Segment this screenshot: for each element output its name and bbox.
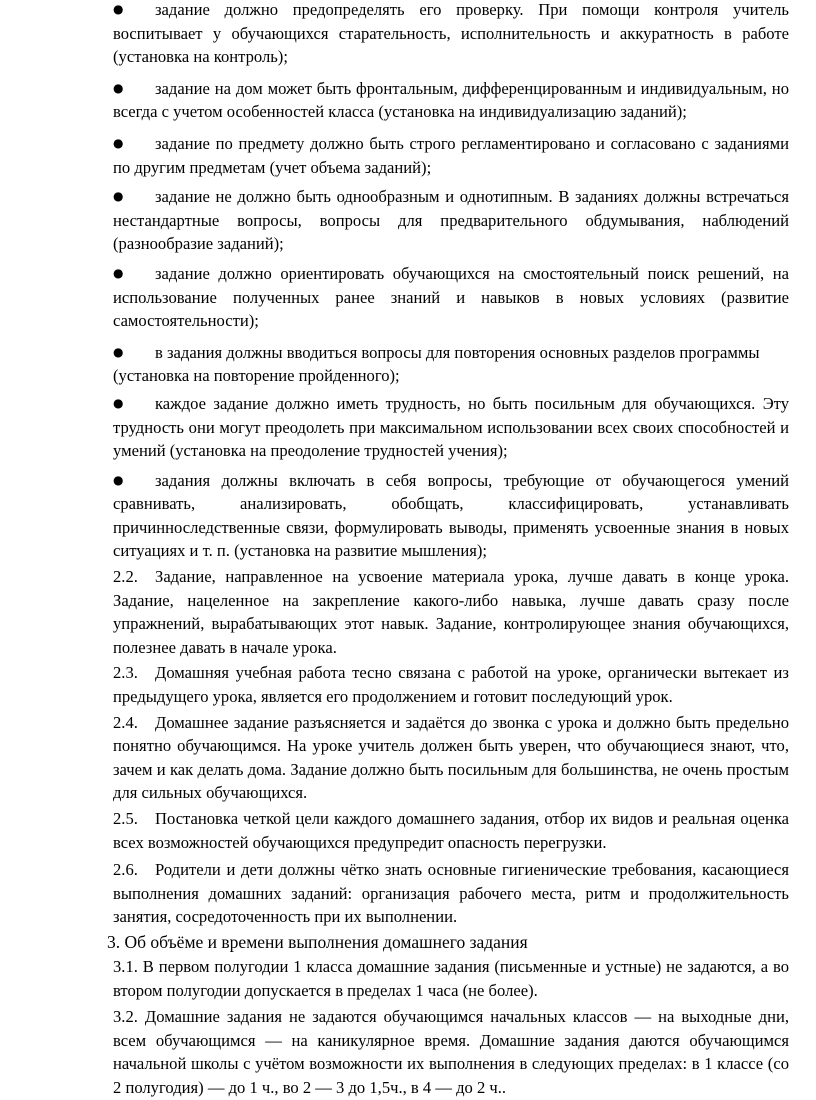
bullet-dot-icon: ● [113,189,124,204]
numbered-item-2-6: 2.6. Родители и дети должны чётко знать основные гигиенические требования, касающиеся выполнения домашних заданий: организация рабочего места, ритм и продолжительность занятия, сосредоточенность при их выполнении. [113,860,789,927]
bullet-item-7: ● каждое задание должно иметь трудность, но быть посильным для обучающихся. Эту трудность они могут преодолеть при максимальном использовании всех своих способностей и умений (установка на преодоление трудностей учения); [113,393,789,461]
bullet-dot-icon: ● [113,80,124,95]
numbered-item-2-2: 2.2. Задание, направленное на усвоение материала урока, лучше давать в конце урока. Задание, нацеленное на закрепление какого-либо навыка, лучше давать сразу после упражнений, вырабатывающих этот навык. Задание, контролирующее знания обучающихся, полезнее давать в начале урока. [113,567,789,657]
document-page [107,0,789,1100]
item-number: 2.3. [113,663,138,683]
section-item-3-2: 3.2. Домашние задания не задаются обучающимся начальных классов — на выходные дни, всем обучающимся — на каникулярное время. Домашние задания даются обучающимся начальной школы с учётом возможности их выполнения в следующих пределах: в 1 классе (со 2 полугодия) — до 1 ч., во 2 — 3 до 1,5ч., в 4 — до 2 ч.. [113,1007,789,1097]
numbered-item-2-5: 2.5. Постановка четкой цели каждого домашнего задания, отбор их видов и реальная оценка всех возможностей обучающихся предупредит опасность перегрузки. [113,809,789,852]
item-number: 2.6. [113,860,138,880]
bullet-item-8: ● задания должны включать в себя вопросы, требующие от обучающегося умений сравнивать, анализировать, обобщать, классифицировать, устанавливать причинноследственные связи, формулировать выводы, применять усвоенные знания в новых ситуациях и т. п. (установка на развитие мышления); [113,470,789,561]
bullet-dot-icon: ● [113,344,124,359]
bullet-dot-icon: ● [113,135,124,150]
bullet-dot-icon: ● [113,395,124,410]
bullet-dot-icon: ● [113,265,124,280]
bullet-item-6: ● в задания должны вводиться вопросы для повторения основных разделов программы [113,341,789,365]
section-heading: 3. Об объёме и времени выполнения домашнего задания [107,931,528,952]
bullet-item-2: ● задание на дом может быть фронтальным, дифференцированным и индивидуальным, но всегда с учетом особенностей класса (установка на индивидуализацию заданий); [113,78,789,122]
item-number: 2.5. [113,809,138,828]
item-number: 2.4. [113,712,138,732]
bullet-dot-icon: ● [113,2,124,16]
numbered-item-2-3: 2.3. Домашняя учебная работа тесно связана с работой на уроке, органически вытекает из предыдущего урока, является его продолжением и готовит последующий урок. [113,663,789,707]
bullet-item-4: ● задание не должно быть однообразным и однотипным. В заданиях должны встречаться нестандартные вопросы, вопросы для предварительного обдумывания, наблюдений (разнообразие заданий); [113,187,789,254]
bullet-item-1: ● задание должно предопределять его проверку. При помощи контроля учитель воспитывает у обучающихся старательность, исполнительность и аккуратность в работе (установка на контроль); [113,0,789,67]
bullet-item-6-continuation: (установка на повторение пройденного); [113,366,400,386]
item-number: 2.2. [113,567,138,587]
section-item-3-1: 3.1. В первом полугодии 1 класса домашние задания (письменные и устные) не задаются, а во втором полугодии допускается в пределах 1 часа (не более). [113,956,789,1000]
bullet-item-3: ● задание по предмету должно быть строго регламентировано и согласовано с заданиями по другим предметам (учет объема заданий); [113,133,789,177]
numbered-item-2-4: 2.4. Домашнее задание разъясняется и задаётся до звонка с урока и должно быть предельно понятно обучающимся. На уроке учитель должен быть уверен, что обучающиеся знают, что, зачем и как делать дома. Задание должно быть посильным для большинства, не очень простым для сильных обучающихся. [113,712,789,803]
bullet-item-5: ● задание должно ориентировать обучающихся на смостоятельный поиск решений, на использование полученных ранее знаний и навыков в новых условиях (развитие самостоятельности); [113,263,789,331]
bullet-dot-icon: ● [113,472,124,487]
